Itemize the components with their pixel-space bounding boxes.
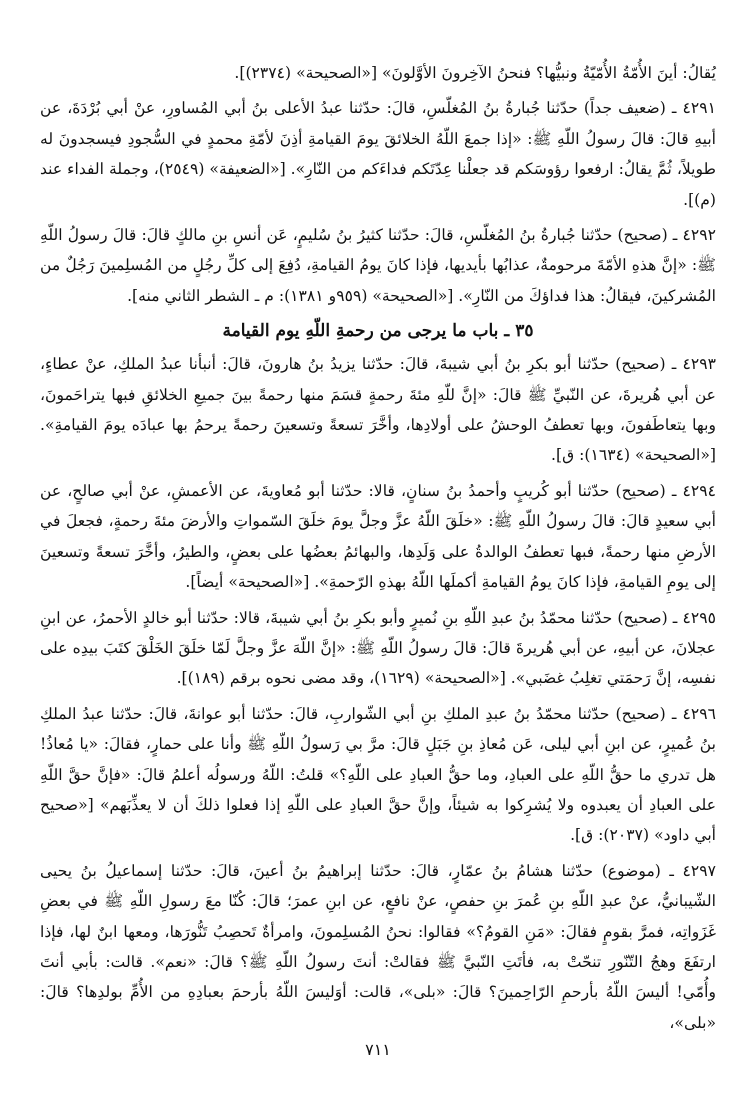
page-body	[40, 58, 716, 1043]
hadith-4295: ٤٢٩٥ ـ (صحيح) حدّثنا محمّدُ بنُ عبدِ اللّهِ بنِ نُميرٍ وأبو بكرِ بنُ أبي شيبةَ، قالا: حدّثنا أبو خالدٍ الأحمرُ، عن ابنِ عجلانَ، عن أبيهِ، عن أبي هُريرةَ قالَ: قالَ رسولُ اللّهِ ﷺ: «إنَّ اللّهَ عزَّ وجلَّ لَمّا خلَقَ الخَلْقَ كتَبَ بيدِه على نفسِه، إنَّ رَحمَتي تغلِبُ غضَبي». [«الصحيحة» (١٦٢٩)، وقد مضى نحوه برقم (١٨٩)].	[40, 608, 716, 688]
chapter-heading: ٣٥ ـ باب ما يرجى من رحمةِ اللّهِ يوم القيامة	[222, 321, 534, 342]
page-number: ٧١١	[365, 1040, 391, 1059]
hadith-4296: ٤٢٩٦ ـ (صحيح) حدّثنا محمّدُ بنُ عبدِ الملكِ بنِ أبي الشّواربِ، قالَ: حدّثنا أبو عوانةَ، قالَ: حدّثنا عبدُ الملكِ بنُ عُميرٍ، عن ابنِ أبي ليلى، عَن مُعاذِ بنِ جَبَلٍ قالَ: مرَّ بي رَسولُ اللّهِ ﷺ وأنا على حمارٍ، فقالَ: «يا مُعاذُ! هل تدري ما حقُّ اللّهِ على العبادِ، وما حقُّ العبادِ على اللّهِ؟» قلتُ: اللّهُ ورسولُه أعلمُ قالَ: «فإنَّ حقَّ اللّهِ على العبادِ أن يعبدوه ولا يُشرِكوا به شيئاً، وإنَّ حقَّ العبادِ على اللّهِ إذا فعلوا ذلكَ أن لا يعذِّبَهم» [«صحيح أبي داود» (٢٠٣٧): ق].	[40, 704, 716, 845]
hadith-4291: ٤٢٩١ ـ (ضعيف جداً) حدّثنا جُبارةُ بنُ المُغلّسِ، قالَ: حدّثنا عبدُ الأعلى بنُ أبي المُساورِ، عنْ أبي بُرْدَةَ، عن أبيهِ قالَ: قالَ رسولُ اللّهِ ﷺ: «إذا جمعَ اللّهُ الخلائقَ يومَ القيامةِ أذِنَ لأمّةِ محمدٍ في السُّجودِ فيسجدونَ له طويلاً، ثُمَّ يقالُ: ارفعوا رؤوسَكم قد جعلْنا عِدّتَكم فداءَكم من النّارِ». [«الضعيفة» (٢٥٤٩)، وجملة الفداء عند (م)].	[40, 99, 716, 209]
hadith-4293: ٤٢٩٣ ـ (صحيح) حدّثنا أبو بكرِ بنُ أبي شيبةَ، قالَ: حدّثنا يزيدُ بنُ هارونَ، قالَ: أنبأنا عبدُ الملكِ، عنْ عطاءٍ، عن أبي هُريرةَ، عن النّبيِّ ﷺ قالَ: «إنَّ للّهِ مئةَ رحمةٍ قسَمَ منها رحمةً بينَ جميعِ الخلائقِ فبها يتراحَمونَ، وبها يتعاطَفونَ، وبها تعطفُ الوحشُ على أولادِها، وأخَّرَ تسعةً وتسعينَ رحمةً يرحمُ بها عبادَه يومَ القيامةِ». [«الصحيحة» (١٦٣٤): ق].	[40, 355, 716, 465]
hadith-4297: ٤٢٩٧ ـ (موضوع) حدّثنا هشامُ بنُ عمّارٍ، قالَ: حدّثنا إبراهيمُ بنُ أعينَ، قالَ: حدّثنا إسماعيلُ بنُ يحيى الشّيبانيُّ، عنْ عبدِ اللّهِ بنِ عُمرَ بنِ حفصٍ، عنْ نافعٍ، عن ابنِ عمرَ؛ قالَ: كُنّا معَ رسولِ اللّهِ ﷺ في بعضِ غَزَواتِه، فمرَّ بقومٍ فقالَ: «مَنِ القومُ؟» فقالوا: نحنُ المُسلِمونَ، وامرأةٌ تَحصِبُ تَنُّورَها، ومعها ابنٌ لها، فإذا ارتفَعَ وهجُ التّنّورِ تنحّتْ به، فأتَتِ النّبيَّ ﷺ فقالتْ: أنتَ رسولُ اللّهِ ﷺ؟ قالَ: «نعم». قالت: بأبي أنتَ وأُمّي! أليسَ اللّهُ بأرحمِ الرّاحِمينَ؟ قالَ: «بلى»، قالت: أوَليسَ اللّهُ بأرحمَ بعبادِهِ من الأُمِّ بولدِها؟ قالَ: «بلى»،	[40, 861, 716, 1032]
hadith-4290-tail: يُقالُ: أينَ الأُمّةُ الأُمّيّةُ ونبيُّها؟ فنحنُ الآخِرونَ الأوَّلونَ» [«الصحيحة» (٢٣٧٤)].	[234, 64, 716, 82]
hadith-4292: ٤٢٩٢ ـ (صحيح) حدّثنا جُبارةُ بنُ المُغلّسِ، قالَ: حدّثنا كثيرُ بنُ سُليمٍ، عَن أنسِ بنِ مالكٍ قالَ: قالَ رسولُ اللّهِ ﷺ: «إنَّ هذهِ الأمّةَ مرحومةٌ، عذابُها بأيديها، فإذا كانَ يومُ القيامةِ، دُفِعَ إلى كلِّ رجُلٍ من المُسلِمينَ رَجُلٌ من المُشركينَ، فيقالُ: هذا فداؤكَ من النّارِ». [«الصحيحة» (٩٥٩و ١٣٨١): م ـ الشطر الثاني منه].	[40, 226, 716, 305]
hadith-4294: ٤٢٩٤ ـ (صحيح) حدّثنا أبو كُريبٍ وأحمدُ بنُ سنانٍ، قالا: حدّثنا أبو مُعاويةَ، عن الأعمشِ، عنْ أبي صالحٍ، عن أبي سعيدٍ قالَ: قالَ رسولُ اللّهِ ﷺ: «خلَقَ اللّهُ عزَّ وجلَّ يومَ خلَقَ السّمواتِ والأرضَ مئةَ رحمةٍ، فجعلَ في الأرضِ منها رحمةً، فبها تعطفُ الوالدةُ على وَلَدِها، والبهائمُ بعضُها على بعضٍ، والطيرُ، وأخَّرَ تسعةً وتسعينَ إلى يومِ القيامةِ، فإذا كانَ يومُ القيامةِ أكملَها اللّهُ بهذهِ الرّحمةِ». [«الصحيحة» أيضاً].	[40, 481, 716, 592]
